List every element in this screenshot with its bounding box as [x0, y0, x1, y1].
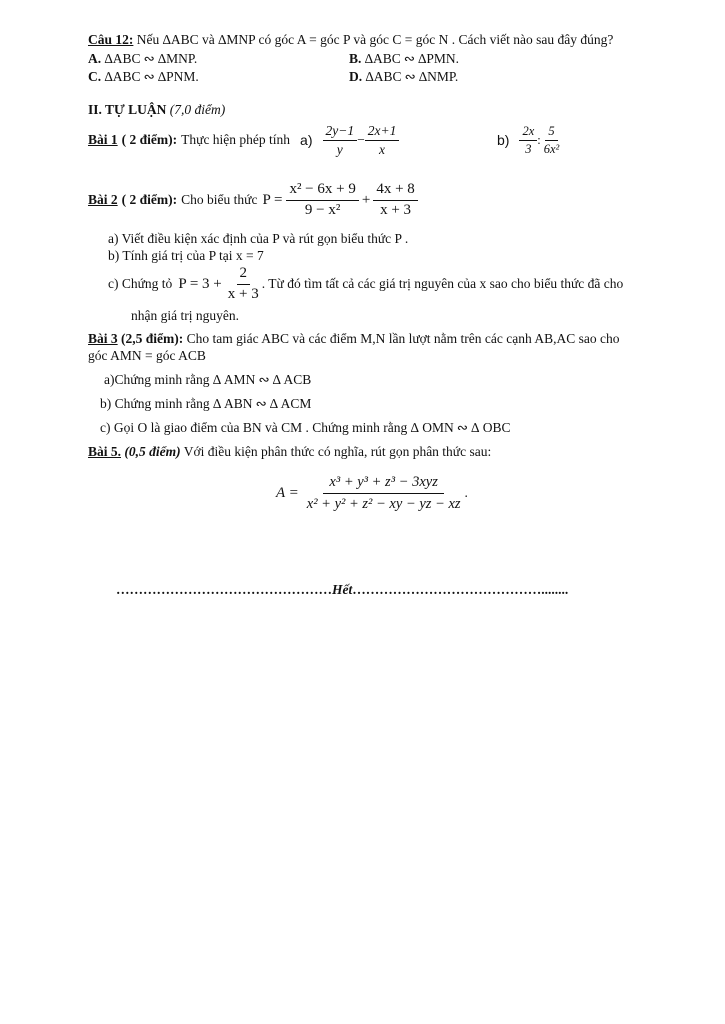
denominator: x + 3 — [380, 201, 412, 218]
problem-1 — [88, 120, 399, 160]
problem-3c — [100, 420, 511, 436]
denominator: x — [379, 141, 386, 157]
dots: ……………………………………........ — [352, 582, 569, 597]
problem-2c-line2: nhận giá trị nguyên. — [131, 308, 239, 323]
numerator: 2 — [237, 265, 251, 284]
problem-3a — [104, 372, 311, 388]
option-text: ∆ABC — [104, 69, 141, 84]
fraction — [373, 181, 417, 219]
numerator: 2x — [519, 124, 537, 140]
numerator: 5 — [545, 124, 557, 140]
operator: + — [361, 191, 371, 208]
operator: − — [357, 132, 365, 147]
similar-symbol: ∾ — [404, 69, 416, 84]
problem-3b — [100, 396, 311, 412]
fraction — [225, 265, 262, 303]
problem-3-line2: góc AMN = góc ACB — [88, 348, 206, 363]
fraction — [323, 123, 358, 157]
problem-2a: a) Viết điều kiện xác định của P và rút gọn biểu thức P . — [108, 231, 409, 246]
part-text: a)Chứng minh rằng ∆ AMN — [104, 372, 256, 387]
similar-symbol: ∾ — [255, 396, 267, 411]
option-c — [88, 69, 199, 85]
lhs: P = 3 + — [178, 275, 222, 292]
part-text: c) Gọi O là giao điểm của BN và CM . Chứng minh rằng ∆ OMN — [100, 420, 454, 435]
denominator: 9 − x² — [304, 201, 341, 218]
problem-label: Bài 5. — [88, 444, 122, 459]
part-text: . Từ đó tìm tất cả các giá trị nguyên của x sao cho biểu thức đã cho — [261, 276, 624, 291]
option-label: B. — [349, 51, 362, 66]
problem-text: Với điều kiện phân thức có nghĩa, rút gọn phân thức sau: — [183, 444, 492, 459]
section-title: II. TỰ LUẬN — [88, 102, 167, 117]
numerator: 2y−1 — [323, 123, 358, 141]
denominator: 6x² — [543, 141, 560, 156]
option-d — [349, 69, 458, 85]
option-text: ∆ABC — [365, 69, 402, 84]
denominator: x + 3 — [227, 285, 259, 302]
part-label: b) — [497, 132, 510, 148]
problem-label: Bài 1 — [88, 132, 118, 147]
numerator: x² − 6x + 9 — [286, 181, 358, 200]
fraction — [303, 474, 465, 512]
question-12 — [88, 32, 613, 48]
tail: . — [464, 485, 468, 500]
problem-2b: b) Tính giá trị của P tại x = 7 — [108, 248, 264, 263]
end-word: Hết — [332, 582, 353, 597]
option-a — [88, 51, 197, 67]
similar-symbol: ∾ — [258, 372, 270, 387]
problem-label: Bài 2 — [88, 192, 118, 207]
option-text: ∆PNM. — [157, 69, 199, 84]
option-label: C. — [88, 69, 102, 84]
fraction — [519, 124, 537, 156]
problem-points: ( 2 điểm): — [121, 192, 178, 207]
problem-5 — [88, 444, 491, 460]
problem-points: (0,5 điểm) — [124, 444, 181, 459]
problem-3 — [88, 331, 619, 347]
denominator: 3 — [525, 141, 532, 156]
end-line — [116, 582, 568, 598]
option-label: D. — [349, 69, 363, 84]
dots: ………………………………………… — [116, 582, 332, 597]
part-text: ∆ ACB — [272, 372, 312, 387]
similar-symbol: ∾ — [143, 69, 155, 84]
option-text: ∆ABC — [364, 51, 401, 66]
option-label: A. — [88, 51, 102, 66]
problem-text: Thực hiện phép tính — [181, 132, 291, 147]
denominator: y — [336, 141, 343, 157]
expression-P — [262, 181, 417, 219]
similar-symbol: ∾ — [143, 51, 155, 66]
expression-c — [178, 265, 261, 303]
problem-text: Cho tam giác ABC và các điểm M,N lần lượt nằm trên các cạnh AB,AC sao cho — [186, 331, 620, 346]
section-heading — [88, 102, 225, 118]
similar-symbol: ∾ — [456, 420, 469, 435]
problem-label: Bài 3 — [88, 331, 118, 346]
lhs: A = — [276, 484, 299, 501]
problem-2c — [108, 262, 623, 306]
option-text: ∆ABC — [104, 51, 141, 66]
problem-1b — [497, 120, 562, 160]
expression-1b — [519, 124, 562, 156]
fraction — [286, 181, 358, 219]
problem-points: (2,5 điểm): — [121, 331, 184, 346]
question-text: Nếu ∆ABC và ∆MNP có góc A = góc P và góc C = góc N . Cách viết nào sau đây đúng? — [136, 32, 614, 47]
lhs: P = — [262, 191, 283, 208]
option-b — [349, 51, 459, 67]
denominator: x² + y² + z² − xy − yz − xz — [306, 495, 461, 512]
option-text: ∆PMN. — [418, 51, 460, 66]
problem-2 — [88, 176, 418, 224]
part-text: b) Chứng minh rằng ∆ ABN — [100, 396, 253, 411]
numerator: x³ + y³ + z³ − 3xyz — [323, 474, 443, 494]
section-points: (7,0 điểm) — [169, 102, 226, 117]
part-text: ∆ OBC — [471, 420, 511, 435]
numerator: 4x + 8 — [373, 181, 417, 200]
operator: : — [537, 132, 541, 147]
option-text: ∆NMP. — [418, 69, 459, 84]
expression-A — [276, 468, 468, 518]
question-label: Câu 12: — [88, 32, 134, 47]
fraction — [541, 124, 563, 156]
expression-1a — [323, 123, 400, 157]
fraction — [365, 123, 400, 157]
similar-symbol: ∾ — [403, 51, 416, 66]
part-text: ∆ ACM — [269, 396, 312, 411]
problem-points: ( 2 điểm): — [121, 132, 178, 147]
numerator: 2x+1 — [365, 123, 400, 141]
option-text: ∆MNP. — [157, 51, 198, 66]
problem-text: Cho biểu thức — [181, 192, 258, 207]
part-label: a) — [300, 132, 313, 148]
part-text: c) Chứng tỏ — [108, 276, 173, 291]
